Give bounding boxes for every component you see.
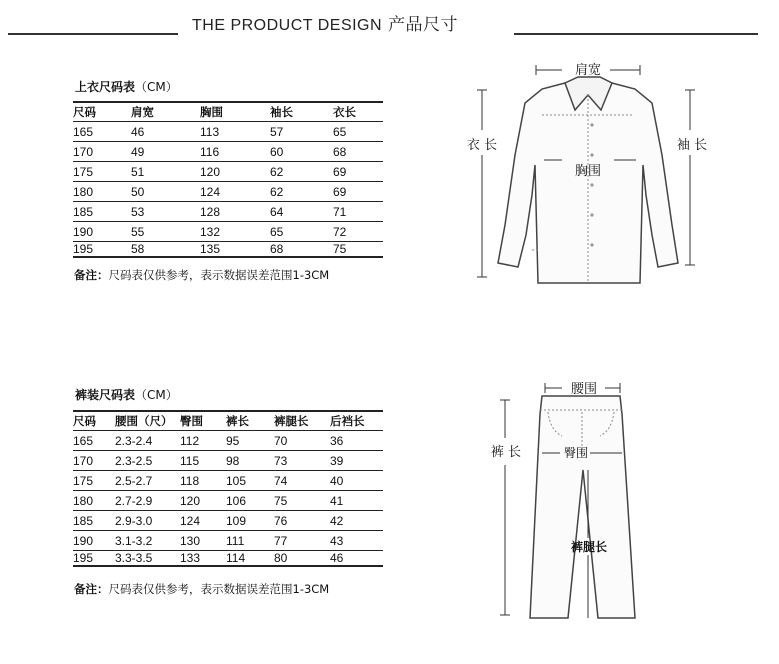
table-cell: 128 [200, 202, 270, 222]
page-title [192, 10, 458, 35]
table-cell: 49 [131, 142, 200, 162]
column-header: 裤腿长 [274, 411, 330, 431]
table-row [73, 142, 383, 162]
note-label: 备注： [74, 582, 109, 596]
column-header: 尺码 [73, 411, 115, 431]
column-header: 胸围 [200, 102, 270, 122]
table-cell: 42 [330, 511, 383, 531]
table-cell: 69 [333, 182, 383, 202]
shirt-diagram [460, 55, 720, 295]
chest-label: 胸围 [574, 164, 602, 179]
table-cell: 76 [274, 511, 330, 531]
shoulder-label: 肩宽 [574, 63, 602, 78]
table-cell: 62 [270, 182, 333, 202]
table-cell: 36 [330, 431, 383, 451]
column-header: 裤长 [226, 411, 274, 431]
table-cell: 68 [270, 242, 333, 258]
table-cell: 51 [131, 162, 200, 182]
table-cell: 40 [330, 471, 383, 491]
shirt-table-title [75, 78, 178, 95]
shirt-table-note [74, 267, 329, 283]
table-cell: 53 [131, 202, 200, 222]
sleeve-label: 袖 长 [676, 138, 708, 153]
table-cell: 57 [270, 122, 333, 142]
table-cell: 112 [180, 431, 226, 451]
table-cell: 120 [180, 491, 226, 511]
table-cell: 68 [333, 142, 383, 162]
column-header: 腰围（尺） [115, 411, 180, 431]
table-cell: 50 [131, 182, 200, 202]
pants-table-title-unit: （CM） [135, 388, 178, 402]
leg-label: 裤腿长 [570, 540, 608, 554]
page-title-en: THE PRODUCT DESIGN [192, 17, 383, 34]
length-label: 衣 长 [466, 138, 498, 153]
table-cell: 124 [200, 182, 270, 202]
table-cell: 113 [200, 122, 270, 142]
table-cell: 2.5-2.7 [115, 471, 180, 491]
table-row [73, 182, 383, 202]
page-header [0, 0, 779, 40]
table-header-row [73, 411, 383, 431]
pants-table-note [74, 581, 329, 597]
table-cell: 69 [333, 162, 383, 182]
table-cell: 165 [73, 431, 115, 451]
table-cell: 114 [226, 551, 274, 567]
table-cell: 74 [274, 471, 330, 491]
table-cell: 73 [274, 451, 330, 471]
table-cell: 77 [274, 531, 330, 551]
table-cell: 43 [330, 531, 383, 551]
note-label: 备注： [74, 268, 109, 282]
pants-table-title-text: 裤装尺码表 [75, 388, 136, 402]
table-cell: 132 [200, 222, 270, 242]
table-cell: 133 [180, 551, 226, 567]
table-row [73, 431, 383, 451]
table-row [73, 491, 383, 511]
table-cell: 2.9-3.0 [115, 511, 180, 531]
table-cell: 170 [73, 451, 115, 471]
table-cell: 72 [333, 222, 383, 242]
table-cell: 62 [270, 162, 333, 182]
table-cell: 185 [73, 202, 131, 222]
table-cell: 3.3-3.5 [115, 551, 180, 567]
table-cell: 3.1-3.2 [115, 531, 180, 551]
table-cell: 75 [333, 242, 383, 258]
table-cell: 175 [73, 471, 115, 491]
table-cell: 95 [226, 431, 274, 451]
length-label: 裤 长 [490, 445, 522, 460]
table-cell: 180 [73, 182, 131, 202]
table-cell: 195 [73, 551, 115, 567]
table-row [73, 202, 383, 222]
table-cell: 55 [131, 222, 200, 242]
table-row [73, 222, 383, 242]
table-cell: 115 [180, 451, 226, 471]
table-cell: 46 [131, 122, 200, 142]
shirt-size-table [73, 101, 383, 258]
hip-label: 臀围 [563, 446, 589, 460]
table-cell: 180 [73, 491, 115, 511]
table-row [73, 451, 383, 471]
table-row [73, 511, 383, 531]
table-row [73, 471, 383, 491]
table-cell: 2.7-2.9 [115, 491, 180, 511]
pants-diagram [470, 370, 650, 625]
table-cell: 65 [270, 222, 333, 242]
table-cell: 118 [180, 471, 226, 491]
column-header: 衣长 [333, 102, 383, 122]
table-cell: 2.3-2.4 [115, 431, 180, 451]
table-cell: 185 [73, 511, 115, 531]
waist-label: 腰围 [570, 382, 598, 397]
table-cell: 190 [73, 222, 131, 242]
table-cell: 175 [73, 162, 131, 182]
table-header-row [73, 102, 383, 122]
header-rule-left [8, 33, 178, 35]
table-cell: 116 [200, 142, 270, 162]
pants-table-title [75, 386, 178, 403]
table-cell: 135 [200, 242, 270, 258]
table-cell: 190 [73, 531, 115, 551]
table-row [73, 122, 383, 142]
table-cell: 70 [274, 431, 330, 451]
shirt-table-title-text: 上衣尺码表 [75, 80, 136, 94]
table-cell: 165 [73, 122, 131, 142]
header-rule-right [514, 33, 758, 35]
length-measure [500, 400, 510, 615]
note-text: 尺码表仅供参考，表示数据误差范围1-3CM [108, 582, 330, 596]
table-cell: 80 [274, 551, 330, 567]
table-cell: 111 [226, 531, 274, 551]
column-header: 臀围 [180, 411, 226, 431]
table-cell: 170 [73, 142, 131, 162]
length-measure [477, 90, 487, 277]
table-cell: 109 [226, 511, 274, 531]
table-cell: 41 [330, 491, 383, 511]
table-cell: 39 [330, 451, 383, 471]
table-cell: 2.3-2.5 [115, 451, 180, 471]
table-row [73, 242, 383, 258]
table-cell: 98 [226, 451, 274, 471]
table-cell: 58 [131, 242, 200, 258]
table-cell: 64 [270, 202, 333, 222]
column-header: 尺码 [73, 102, 131, 122]
table-cell: 71 [333, 202, 383, 222]
page-title-cn: 产品尺寸 [388, 15, 459, 35]
column-header: 肩宽 [131, 102, 200, 122]
table-cell: 65 [333, 122, 383, 142]
table-cell: 124 [180, 511, 226, 531]
pants-size-table [73, 410, 383, 567]
table-row [73, 551, 383, 567]
table-cell: 60 [270, 142, 333, 162]
sleeve-measure [685, 90, 695, 265]
table-cell: 106 [226, 491, 274, 511]
table-cell: 130 [180, 531, 226, 551]
column-header: 袖长 [270, 102, 333, 122]
table-cell: 195 [73, 242, 131, 258]
shirt-table-title-unit: （CM） [135, 80, 178, 94]
table-row [73, 531, 383, 551]
table-cell: 120 [200, 162, 270, 182]
note-text: 尺码表仅供参考，表示数据误差范围1-3CM [108, 268, 330, 282]
table-row [73, 162, 383, 182]
column-header: 后裆长 [330, 411, 383, 431]
table-cell: 75 [274, 491, 330, 511]
table-cell: 46 [330, 551, 383, 567]
table-cell: 105 [226, 471, 274, 491]
